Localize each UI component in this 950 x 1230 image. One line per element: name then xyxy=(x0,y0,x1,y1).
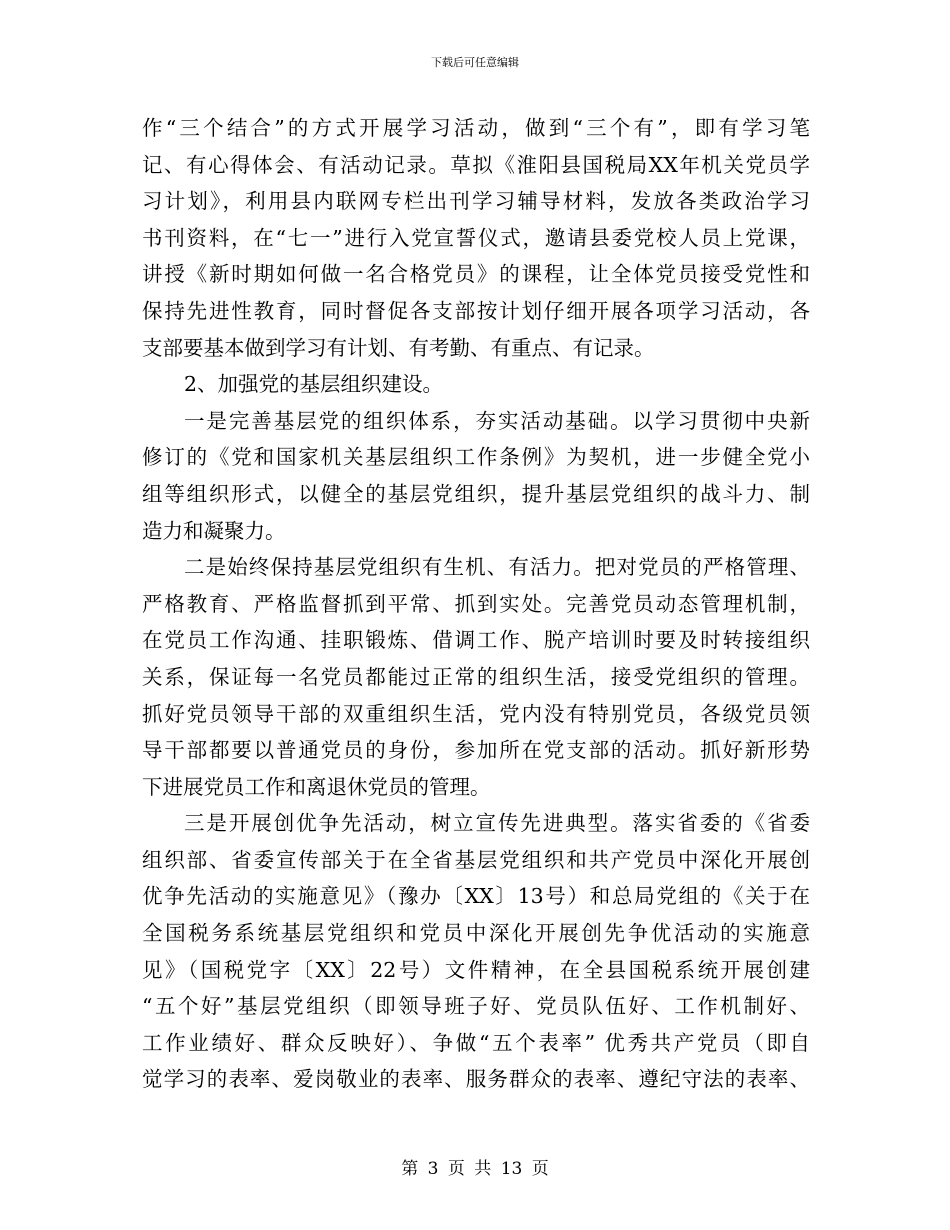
paragraph xyxy=(142,403,810,549)
text-line: 书刊资料，在“七一”进行入党宣誓仪式，邀请县委党校人员上党课， xyxy=(142,225,810,250)
text-line: 抓好党员领导干部的双重组织生活，党内没有特别党员，各级党员领 xyxy=(142,701,810,726)
text-line: 2、加强党的基层组织建设。 xyxy=(184,372,444,397)
paragraph xyxy=(142,110,810,366)
text-line: 在党员工作沟通、挂职锻炼、借调工作、脱产培训时要及时转接组织 xyxy=(142,628,810,653)
section-heading xyxy=(142,366,810,403)
text-line: 优争先活动的实施意见》（豫办〔XX〕13号）和总局党组的《关于在 xyxy=(142,884,810,909)
page-header-note: 下载后可任意编辑 xyxy=(431,56,519,69)
text-line: 作“三个结合”的方式开展学习活动，做到“三个有”，即有学习笔 xyxy=(142,116,810,140)
text-line: 见》（国税党字〔XX〕22号）文件精神，在全县国税系统开展创建 xyxy=(142,957,810,982)
paragraph xyxy=(142,549,810,805)
text-line: “五个好”基层党组织（即领导班子好、党员队伍好、工作机制好、 xyxy=(142,994,810,1019)
text-line: 习计划》，利用县内联网专栏出刊学习辅导材料，发放各类政治学习 xyxy=(142,189,810,214)
text-line: 关系，保证每一名党员都能过正常的组织生活，接受党组织的管理。 xyxy=(142,664,810,689)
text-line: 全国税务系统基层党组织和党员中深化开展创先争优活动的实施意 xyxy=(142,921,810,946)
text-line: 记、有心得体会、有活动记录。草拟《淮阳县国税局XX年机关党员学 xyxy=(142,152,810,177)
text-line: 修订的《党和国家机关基层组织工作条例》为契机，进一步健全党小 xyxy=(142,445,810,470)
text-line: 导干部都要以普通党员的身份，参加所在党支部的活动。抓好新形势 xyxy=(142,738,810,763)
text-line: 讲授《新时期如何做一名合格党员》的课程，让全体党员接受党性和 xyxy=(142,262,810,287)
text-line: 支部要基本做到学习有计划、有考勤、有重点、有记录。 xyxy=(142,335,655,360)
page-number-footer: 第 3 页 共 13 页 xyxy=(401,1159,549,1179)
text-line: 工作业绩好、群众反映好）、争做“五个表率” 优秀共产党员（即自 xyxy=(142,1030,810,1055)
text-line: 下进展党员工作和离退休党员的管理。 xyxy=(142,774,491,799)
text-line: 严格教育、严格监督抓到平常、抓到实处。完善党员动态管理机制， xyxy=(142,591,810,616)
text-line: 造力和凝聚力。 xyxy=(142,518,286,543)
document-body xyxy=(142,110,810,1098)
text-line: 二是始终保持基层党组织有生机、有活力。把对党员的严格管理、 xyxy=(184,555,810,580)
text-line: 保持先进性教育，同时督促各支部按计划仔细开展各项学习活动，各 xyxy=(142,298,810,323)
text-line: 组织部、省委宣传部关于在全省基层党组织和共产党员中深化开展创 xyxy=(142,847,810,872)
paragraph xyxy=(142,805,810,1098)
text-line: 三是开展创优争先活动，树立宣传先进典型。落实省委的《省委 xyxy=(184,811,810,836)
text-line: 组等组织形式，以健全的基层党组织，提升基层党组织的战斗力、制 xyxy=(142,481,810,506)
text-line: 一是完善基层党的组织体系，夯实活动基础。以学习贯彻中央新 xyxy=(184,408,810,433)
text-line: 觉学习的表率、爱岗敬业的表率、服务群众的表率、遵纪守法的表率、 xyxy=(142,1067,810,1092)
